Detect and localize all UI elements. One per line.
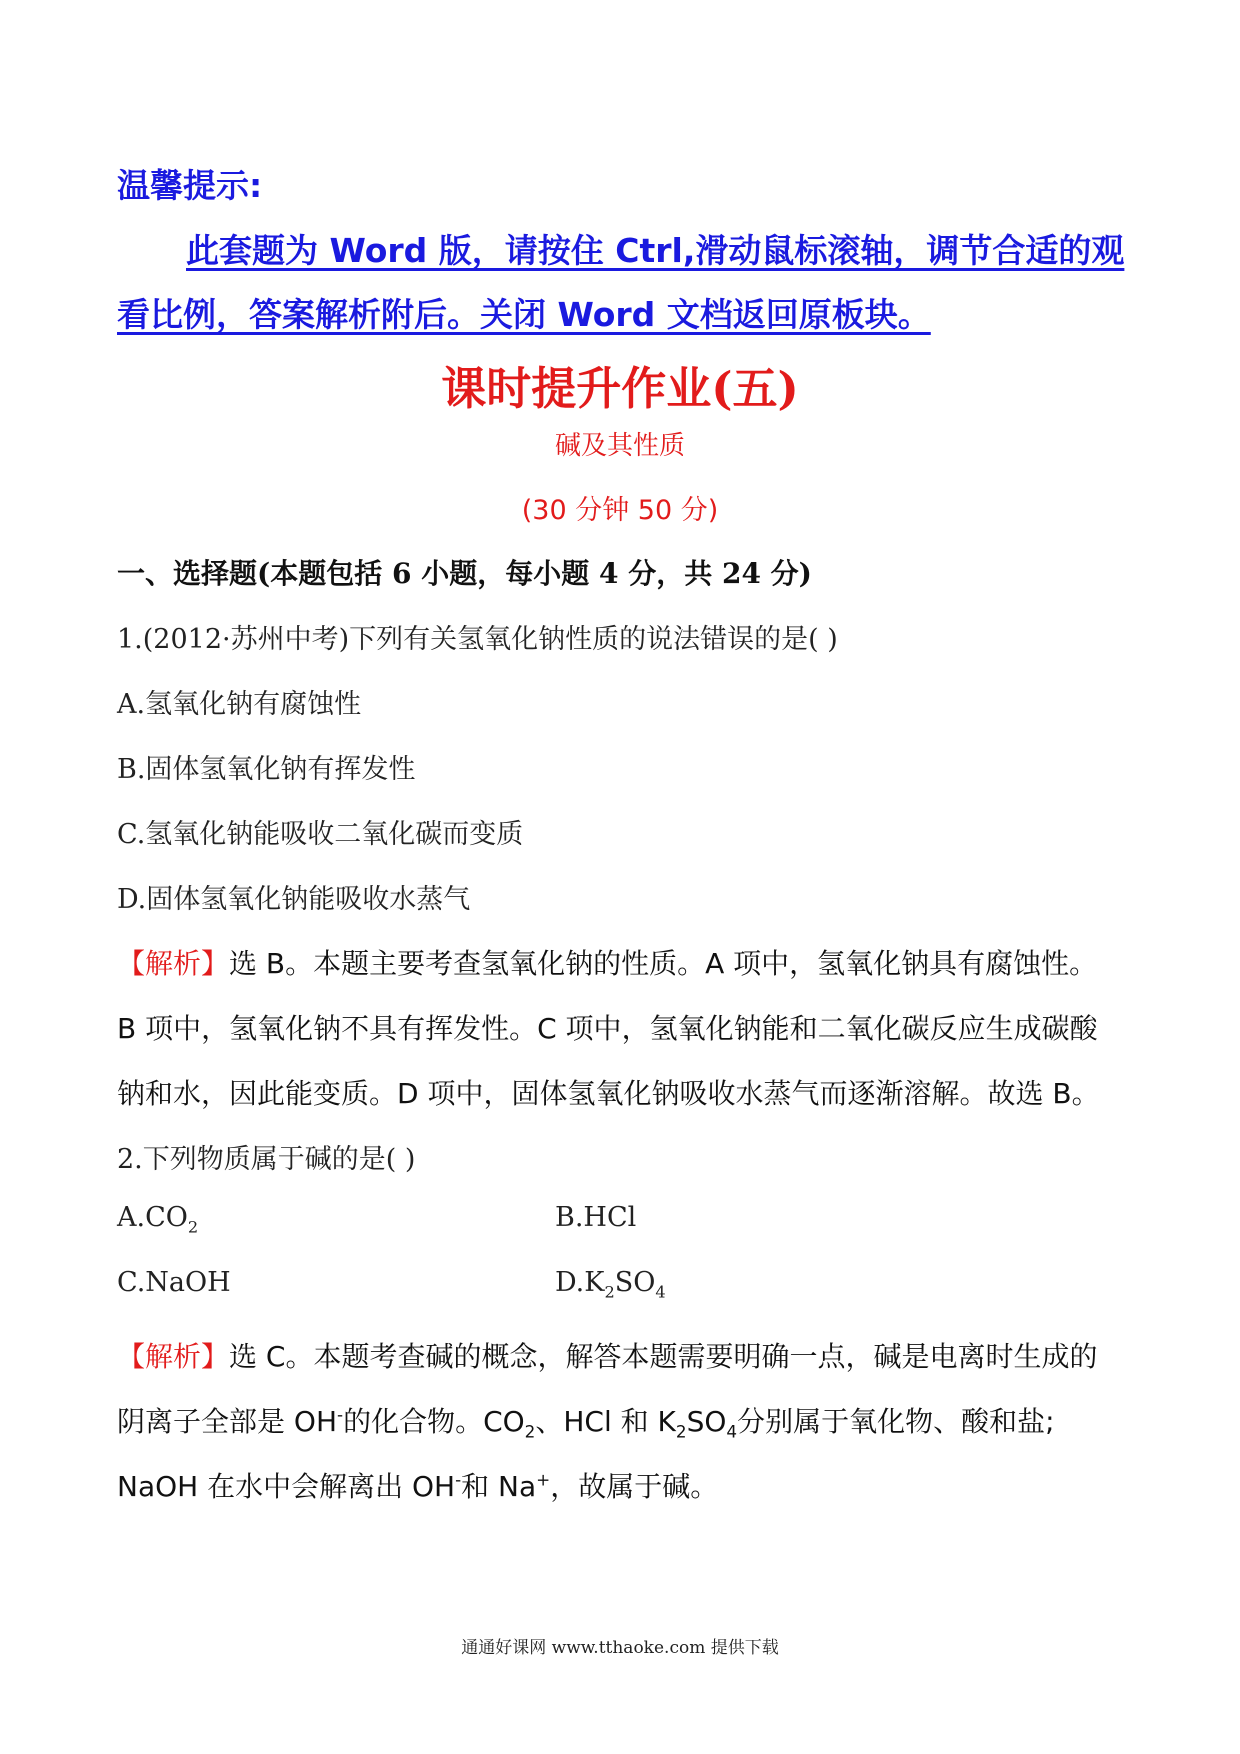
question-2-option-c: C.NaOH xyxy=(117,1267,231,1298)
notice-line-2: 看比例，答案解析附后。关闭 Word 文档返回原板块。 xyxy=(117,295,931,334)
page-subtitle: 碱及其性质 xyxy=(554,431,685,461)
question-1-analysis-line-2: B 项中，氢氧化钠不具有挥发性。C 项中，氢氧化钠能和二氧化碳反应生成碳酸 xyxy=(117,1012,1098,1045)
question-1-stem: 1.(2012·苏州中考)下列有关氢氧化钠性质的说法错误的是( ) xyxy=(117,624,838,655)
question-2-analysis-line-2: 阴离子全部是 OH-的化合物。$CO_2$、HCl 和 $K_2SO_4$分别属于氧化物、酸和盐; xyxy=(117,1404,1055,1442)
question-2-option-d: $D.K_2SO_4$ xyxy=(555,1267,666,1302)
question-1-option-b: B.固体氢氧化钠有挥发性 xyxy=(117,754,416,785)
time-score: (30 分钟 50 分) xyxy=(521,495,719,526)
notice-line-1: 此套题为 Word 版，请按住 Ctrl,滑动鼠标滚轴，调节合适的观 xyxy=(186,231,1125,270)
analysis-label: 【解析】 xyxy=(117,1340,230,1373)
question-1-option-d: D.固体氢氧化钠能吸收水蒸气 xyxy=(117,884,471,915)
analysis-label: 【解析】 xyxy=(117,947,230,980)
question-2-stem: 2.下列物质属于碱的是( ) xyxy=(117,1144,416,1175)
question-2-option-b: B.HCl xyxy=(555,1202,637,1233)
question-1-option-c: C.氢氧化钠能吸收二氧化碳而变质 xyxy=(117,819,524,850)
section-title: 一、选择题(本题包括 6 小题，每小题 4 分，共 24 分) xyxy=(117,557,812,590)
question-1-analysis-line-1: 【解析】选 B。本题主要考查氢氧化钠的性质。A 项中，氢氧化钠具有腐蚀性。 xyxy=(117,947,1098,980)
page-footer: 通通好课网 www.tthaoke.com 提供下载 xyxy=(461,1638,779,1658)
notice-label: 温馨提示: xyxy=(117,166,263,205)
question-2-analysis-line-1: 【解析】选 C。本题考查碱的概念，解答本题需要明确一点，碱是电离时生成的 xyxy=(117,1340,1098,1373)
question-2-analysis-line-3: NaOH 在水中会解离出 OH-和 Na+，故属于碱。 xyxy=(117,1469,719,1503)
question-1-option-a: A.氢氧化钠有腐蚀性 xyxy=(117,689,362,720)
question-2-option-a: $A.CO_2$ xyxy=(117,1202,199,1237)
question-1-analysis-line-3: 钠和水，因此能变质。D 项中，固体氢氧化钠吸收水蒸气而逐渐溶解。故选 B。 xyxy=(117,1077,1100,1110)
page-title: 课时提升作业(五) xyxy=(441,362,799,415)
